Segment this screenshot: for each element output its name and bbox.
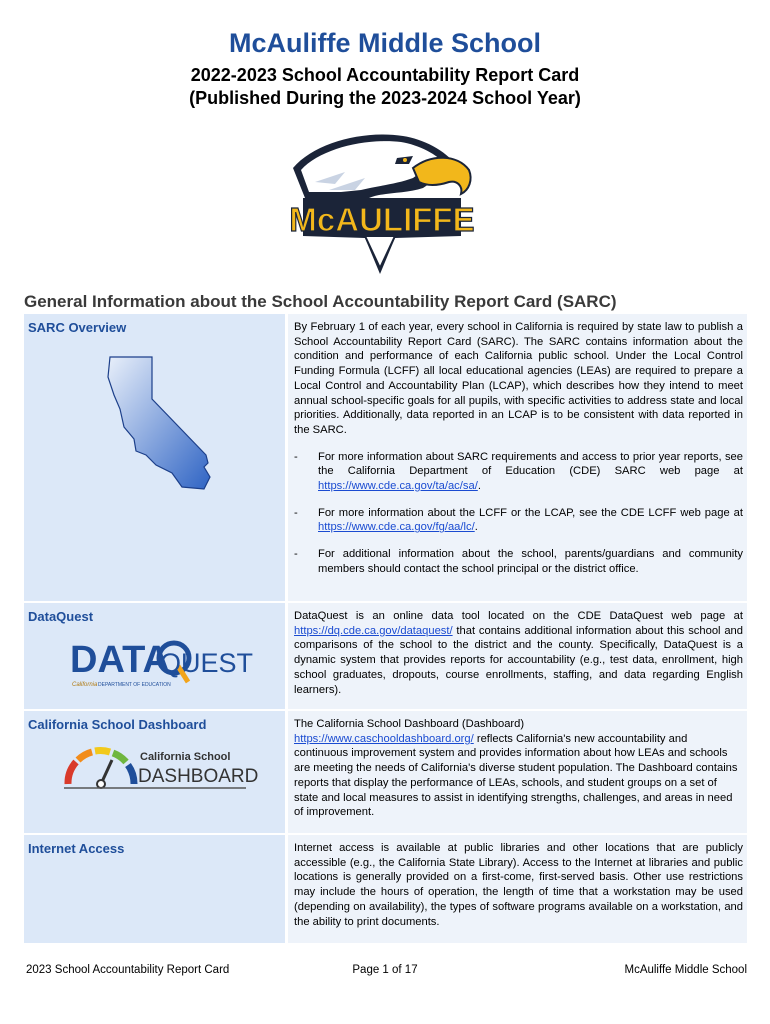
california-map-icon	[106, 355, 285, 491]
bullet-text: For more information about SARC requirements and access to prior year reports, see the California Department of Education (CDE) SARC web page at	[318, 450, 743, 478]
cde-text-1: California	[72, 682, 98, 688]
list-item	[294, 450, 743, 494]
dashboard-row	[24, 710, 747, 834]
sarc-overview-label: SARC Overview	[28, 320, 127, 335]
footer-school-name: McAuliffe Middle School	[624, 964, 747, 976]
dashboard-label-cell	[24, 710, 287, 834]
sarc-overview-text-cell	[287, 314, 748, 602]
list-item	[294, 547, 743, 576]
internet-access-row	[24, 834, 747, 944]
dataquest-link[interactable]: https://dq.cde.ca.gov/dataquest/	[294, 624, 453, 637]
dashboard-logo-line-2: DASHBOARD	[138, 766, 259, 787]
dataquest-logo-word-1: DATA	[70, 639, 170, 681]
dashboard-text-before: The California School Dashboard (Dashboard)	[294, 718, 525, 730]
footer-page-number: Page 1 of 17	[352, 964, 418, 976]
cde-text-2: DEPARTMENT OF EDUCATION	[98, 682, 171, 688]
bullet-period: .	[474, 521, 478, 534]
report-subtitle	[0, 64, 770, 110]
lcff-web-link[interactable]: https://www.cde.ca.gov/fg/aa/lc/	[318, 521, 475, 534]
dashboard-label: California School Dashboard	[28, 717, 207, 732]
footer-report-name: 2023 School Accountability Report Card	[26, 964, 230, 976]
school-title: McAuliffe Middle School	[228, 28, 541, 58]
sarc-overview-text: By February 1 of each year, every school in California is required by state law to publish a School Accountability Report Card (SARC). The SARC contains information about the condition and performance of each California public school. Under the Local Control Funding Formula (LCFF) all local educational agencies (LEAs) are required to prepare a Local Control and Accountability Plan (LCAP), which describes how they intend to meet annual school-specific goals for all pupils, with specific activities to address state and local priorities. Additionally, data reported in an LCAP is to be consistent with data reported in the SARC.	[294, 321, 743, 436]
internet-access-text: Internet access is available at public libraries and other locations that are publicly accessible (e.g., the California State Library). Access to the Internet at libraries and public locations is generally provided on a first-come, first-served basis. Other use restrictions may include the hours of operation, the length of time that a workstation may be used (depending on availability), the types of software programs available on a workstation, and the ability to print documents.	[294, 842, 743, 928]
sarc-info-table	[24, 314, 747, 945]
report-title: 2022-2023 School Accountability Report Card	[190, 65, 580, 85]
dataquest-logo-word-2: QUEST	[160, 648, 254, 678]
sarc-bullet-list	[294, 450, 743, 577]
bullet-marker: -	[294, 450, 298, 463]
published-line: (Published During the 2023-2024 School Year)	[189, 88, 581, 108]
dataquest-text-after: that contains additional information about this school and comparisons of the school to the district and the county. Specifically, DataQuest is a dynamic system that provides reports for accountability (e.g., test data, enrollment, high school graduates, dropouts, course enrollments, staffing, and data regarding English learners).	[294, 624, 743, 696]
list-item	[294, 506, 743, 535]
section-heading: General Information about the School Accountability Report Card (SARC)	[24, 292, 617, 311]
bullet-text: For more information about the LCFF or the LCAP, see the CDE LCFF web page at	[318, 506, 743, 519]
dashboard-text-after: reflects California's new accountability and continuous improvement system and provides information about how LEAs and schools are meeting the needs of California's diverse student population. The Dashboard contains reports that display the performance of LEAs, schools, and student groups on a set of state and local measures to assist in identifying strengths, challenges, and areas in need of improvement.	[294, 732, 738, 819]
dashboard-logo-line-1: California School	[140, 751, 231, 763]
sarc-web-link[interactable]: https://www.cde.ca.gov/ta/ac/sa/	[318, 480, 478, 493]
sarc-overview-label-cell	[24, 314, 287, 602]
dataquest-text-before: DataQuest is an online data tool located on the CDE DataQuest web page at	[294, 610, 743, 622]
bullet-text: For additional information about the school, parents/guardians and community members should contact the school principal or the district office.	[318, 548, 743, 575]
dataquest-logo	[70, 634, 285, 690]
bullet-period: .	[477, 480, 481, 493]
bullet-marker: -	[294, 506, 298, 519]
dataquest-label: DataQuest	[28, 609, 94, 624]
internet-access-text-cell	[287, 834, 748, 944]
sarc-overview-row	[24, 314, 747, 602]
internet-access-label-cell	[24, 834, 287, 944]
dashboard-text-cell	[287, 710, 748, 834]
school-eagle-logo	[285, 128, 475, 276]
bullet-marker: -	[294, 548, 298, 561]
dataquest-text-cell	[287, 602, 748, 710]
dataquest-row	[24, 602, 747, 710]
dashboard-logo	[64, 744, 285, 792]
dashboard-link[interactable]: https://www.caschooldashboard.org/	[294, 732, 474, 745]
internet-access-label: Internet Access	[28, 841, 125, 856]
dataquest-label-cell	[24, 602, 287, 710]
logo-wordmark: McAULIFFE	[289, 201, 475, 238]
